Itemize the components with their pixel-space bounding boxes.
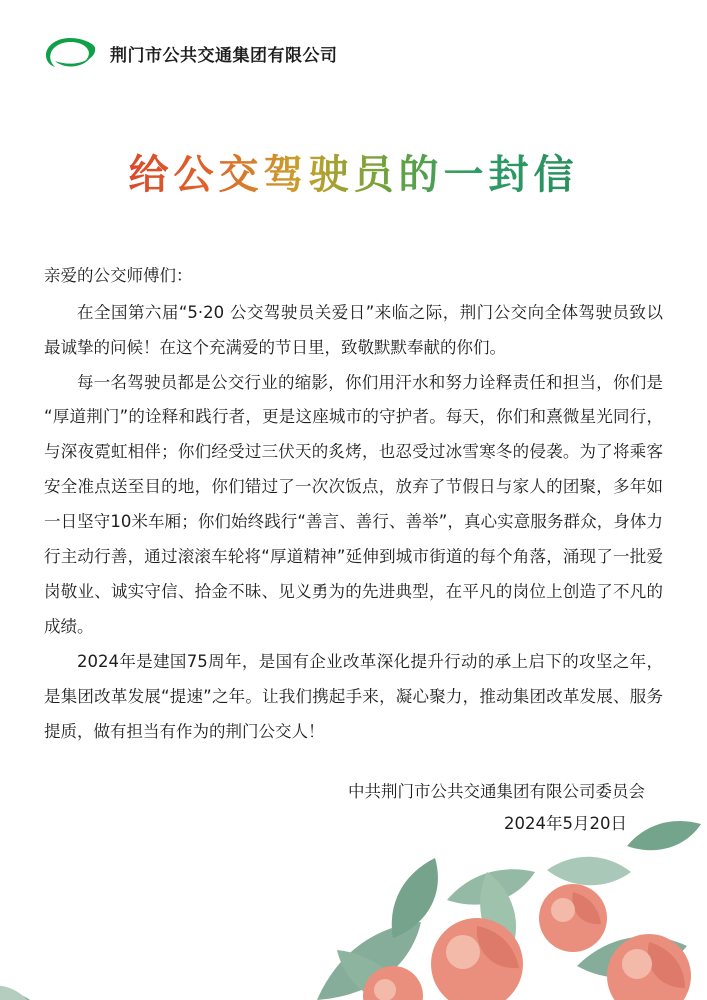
document-header: [0, 0, 707, 70]
signature-block: [0, 776, 645, 839]
letter-body: [44, 259, 663, 751]
signature-organization: 中共荆门市公共交通集团有限公司委员会: [348, 782, 645, 802]
leaf-decoration-icon: [0, 870, 230, 1000]
company-name: 荆门市公共交通集团有限公司: [110, 45, 338, 66]
signature-date: 2024年5月20日: [504, 813, 627, 833]
page-title: 给公交驾驶员的一封信: [129, 143, 579, 200]
salutation: 亲爱的公交师傅们：: [44, 265, 193, 285]
paragraph-3: 2024年是建国75周年，是国有企业改革深化提升行动的承上启下的攻坚之年，是集团改革发展“提速”之年。让我们携起手来，凝心聚力，推动集团改革发展、服务提质，做有担当有作为的荆门公交人！: [44, 652, 663, 742]
bus-company-logo-icon: [44, 36, 96, 70]
paragraph-1: 在全国第六届“5·20 公交驾驶员关爱日”来临之际，荆门公交向全体驾驶员致以最诚挚的问候！在这个充满爱的节日里，致敬默默奉献的你们。: [44, 302, 663, 357]
page-title-wrap: [0, 116, 707, 227]
paragraph-2: 每一名驾驶员都是公交行业的缩影，你们用汗水和努力诠释责任和担当，你们是“厚道荆门”的诠释和践行者，更是这座城市的守护者。每天，你们和熹微星光同行，与深夜霓虹相伴；你们经受过三伏天的炙烤，也忍受过冰雪寒冬的侵袭。为了将乘客安全准点送至目的地，你们错过了一次次饭点，放弃了节假日与家人的团聚，多年如一日坚守10米车厢；你们始终践行“善言、善行、善举”，真心实意服务群众，身体力行主动行善，通过滚滚车轮将“厚道精神”延伸到城市街道的每个角落，涌现了一批爱岗敬业、诚实守信、拾金不昧、见义勇为的先进典型，在平凡的岗位上创造了不凡的成绩。: [44, 372, 663, 637]
